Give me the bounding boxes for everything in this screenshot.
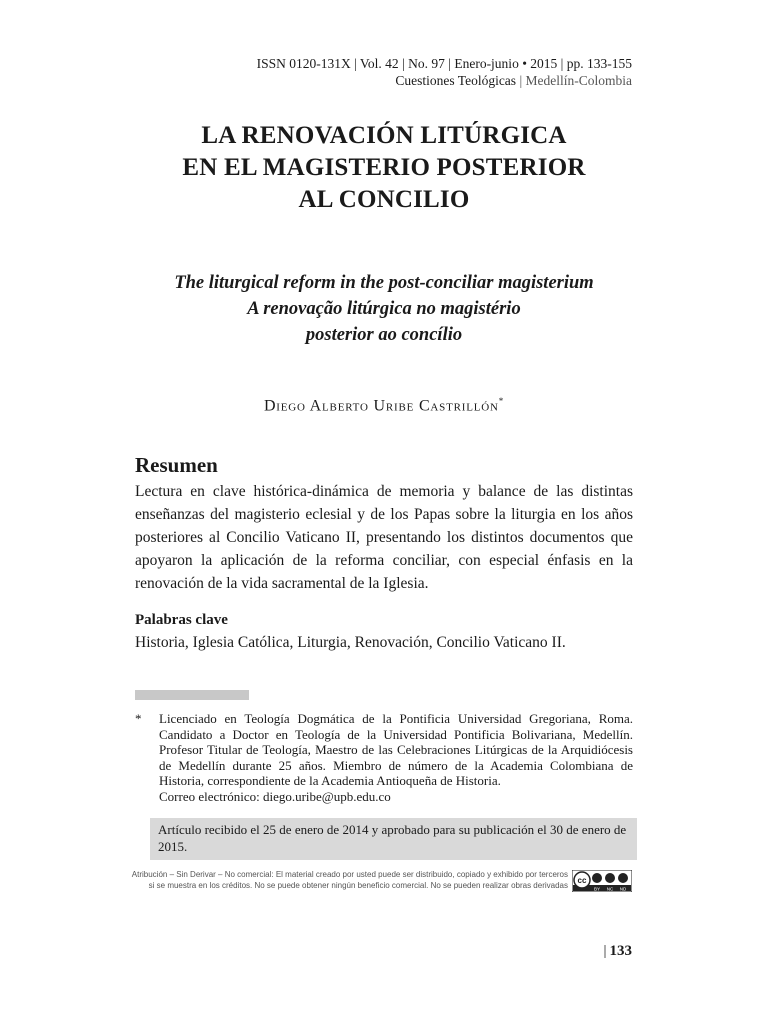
english-title: The liturgical reform in the post-conciliar magisterium: [174, 273, 594, 293]
footnote-mark: *: [135, 711, 142, 726]
abstract-heading: Resumen: [135, 453, 218, 477]
received-notice: Artículo recibido el 25 de enero de 2014 y aprobado para su publicación el 30 de enero de 2015.: [150, 818, 637, 860]
title-line-2: EN EL MAGISTERIO POSTERIOR: [182, 154, 586, 181]
nc-label: NC: [606, 886, 614, 892]
nd-label: ND: [619, 886, 627, 892]
footnote-bio: Licenciado en Teología Dogmática de la Pontificia Universidad Gregoriana, Roma. Candidato a Doctor en Teología de la Universidad Pontificia Bolivariana, Medellín. Profesor Titular de Teología, Maestro de las Celebraciones Litúrgicas de la Arquidiócesis de Medellín durante 25 años. Miembro de número de la Academia Colombiana de Historia, correspondiente de la Academia Antioqueña de Historia.: [159, 711, 633, 789]
header-separator: |: [516, 73, 526, 88]
author-name: Diego Alberto Uribe Castrillón: [263, 397, 499, 415]
by-label: BY: [593, 886, 601, 892]
translated-titles: [0, 270, 768, 348]
portuguese-title-line-2: posterior ao concílio: [305, 325, 463, 345]
license-line-2: si se muestra en los créditos. No se puede obtener ningún beneficio comercial. No se pueden realizar obras derivadas: [148, 881, 568, 890]
title-line-3: AL CONCILIO: [298, 186, 470, 213]
creative-commons-icon[interactable]: [572, 870, 632, 892]
footnote-divider: [135, 690, 249, 700]
license-text: [132, 869, 568, 891]
page-number-value: 133: [609, 943, 632, 959]
citation-line: ISSN 0120-131X | Vol. 42 | No. 97 | Enero-junio • 2015 | pp. 133-155: [256, 56, 632, 71]
journal-location: Medellín-Colombia: [525, 73, 632, 88]
author-footnote-mark[interactable]: *: [498, 396, 505, 406]
article-title: [0, 120, 768, 216]
journal-line: [257, 72, 632, 89]
cc-label: cc: [577, 876, 587, 885]
journal-name: Cuestiones Teológicas: [395, 73, 517, 88]
license-line-1: Atribución – Sin Derivar – No comercial: El material creado por usted puede ser distribuido, copiado y exhibido por terceros: [131, 870, 568, 879]
keywords-text: Historia, Iglesia Católica, Liturgia, Renovación, Concilio Vaticano II.: [135, 634, 566, 651]
page-number: [603, 943, 632, 960]
page-number-bar: |: [603, 943, 607, 959]
author-line: [0, 396, 768, 415]
footnote-email[interactable]: Correo electrónico: diego.uribe@upb.edu.co: [159, 788, 391, 804]
title-line-1: LA RENOVACIÓN LITÚRGICA: [201, 122, 567, 149]
abstract-text: Lectura en clave histórica-dinámica de memoria y balance de las distintas enseñanzas del magisterio eclesial y de los Papas sobre la liturgia en los años posteriores al Concilio Vaticano II, presentando los distintos documentos que apoyaron la aplicación de la reforma conciliar, con especial énfasis en la renovación de la vida sacramental de la Iglesia.: [135, 483, 633, 592]
portuguese-title-line-1: A renovação litúrgica no magistério: [247, 299, 521, 319]
journal-header: [257, 55, 632, 89]
author-footnote: [135, 711, 633, 805]
keywords-heading: Palabras clave: [135, 612, 228, 628]
